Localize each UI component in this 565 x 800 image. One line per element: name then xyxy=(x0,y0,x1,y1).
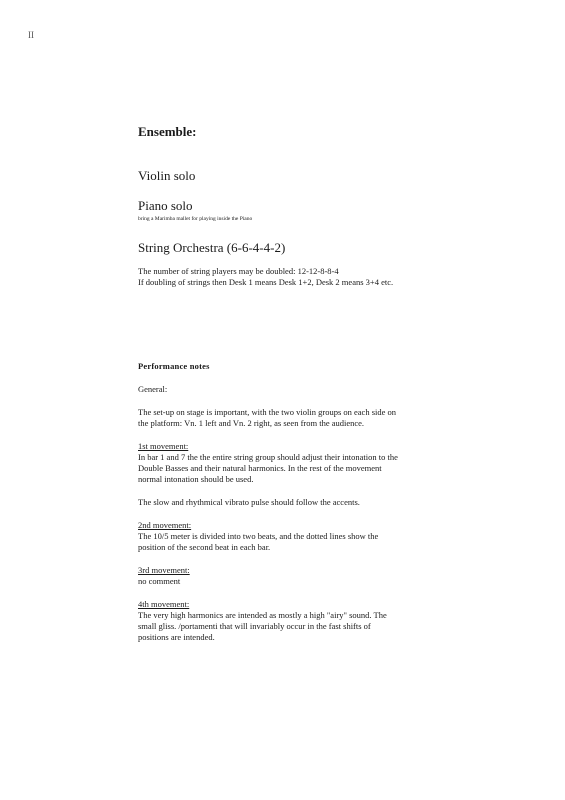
paragraph-line: no comment xyxy=(138,576,181,586)
paragraph-line: position of the second beat in each bar. xyxy=(138,542,271,552)
doubling-note xyxy=(138,266,393,288)
vibrato-paragraph xyxy=(138,497,428,508)
piano-note: bring a Marimba mallet for playing inside the Piano xyxy=(138,216,253,222)
movement-1-section xyxy=(138,441,428,485)
paragraph-line: normal intonation should be used. xyxy=(138,474,254,484)
doubling-line: If doubling of strings then Desk 1 means Desk 1+2, Desk 2 means 3+4 etc. xyxy=(138,277,394,287)
movement-3-section xyxy=(138,565,428,587)
paragraph-line: small gliss. /portamenti that will invariably occur in the fast shifts of xyxy=(138,621,371,631)
movement-2-section xyxy=(138,520,428,553)
paragraph-line: The set-up on stage is important, with the two violin groups on each side on xyxy=(138,407,397,417)
ensemble-heading: Ensemble: xyxy=(138,124,197,139)
general-label: General: xyxy=(138,384,168,394)
setup-paragraph xyxy=(138,407,428,429)
movement-4-heading: 4th movement: xyxy=(138,599,190,609)
paragraph-line: the platform: Vn. 1 left and Vn. 2 right, as seen from the audience. xyxy=(138,418,365,428)
movement-2-heading: 2nd movement: xyxy=(138,520,192,530)
paragraph-line: In bar 1 and 7 the the entire string group should adjust their intonation to the xyxy=(138,452,398,462)
page-number: II xyxy=(28,30,34,40)
paragraph-line: The very high harmonics are intended as mostly a high "airy" sound. The xyxy=(138,610,387,620)
performance-notes-heading: Performance notes xyxy=(138,361,210,371)
paragraph-line: The slow and rhythmical vibrato pulse should follow the accents. xyxy=(138,497,360,507)
string-orchestra: String Orchestra (6-6-4-4-2) xyxy=(138,240,286,255)
movement-1-heading: 1st movement: xyxy=(138,441,189,451)
general-heading xyxy=(138,384,428,395)
violin-solo: Violin solo xyxy=(138,168,196,183)
movement-3-heading: 3rd movement: xyxy=(138,565,190,575)
piano-solo: Piano solo xyxy=(138,198,193,213)
movement-4-section xyxy=(138,599,428,643)
paragraph-line: The 10/5 meter is divided into two beats, and the dotted lines show the xyxy=(138,531,379,541)
doubling-line: The number of string players may be doubled: 12-12-8-8-4 xyxy=(138,266,339,276)
paragraph-line: positions are intended. xyxy=(138,632,215,642)
paragraph-line: Double Basses and their natural harmonics. In the rest of the movement xyxy=(138,463,382,473)
